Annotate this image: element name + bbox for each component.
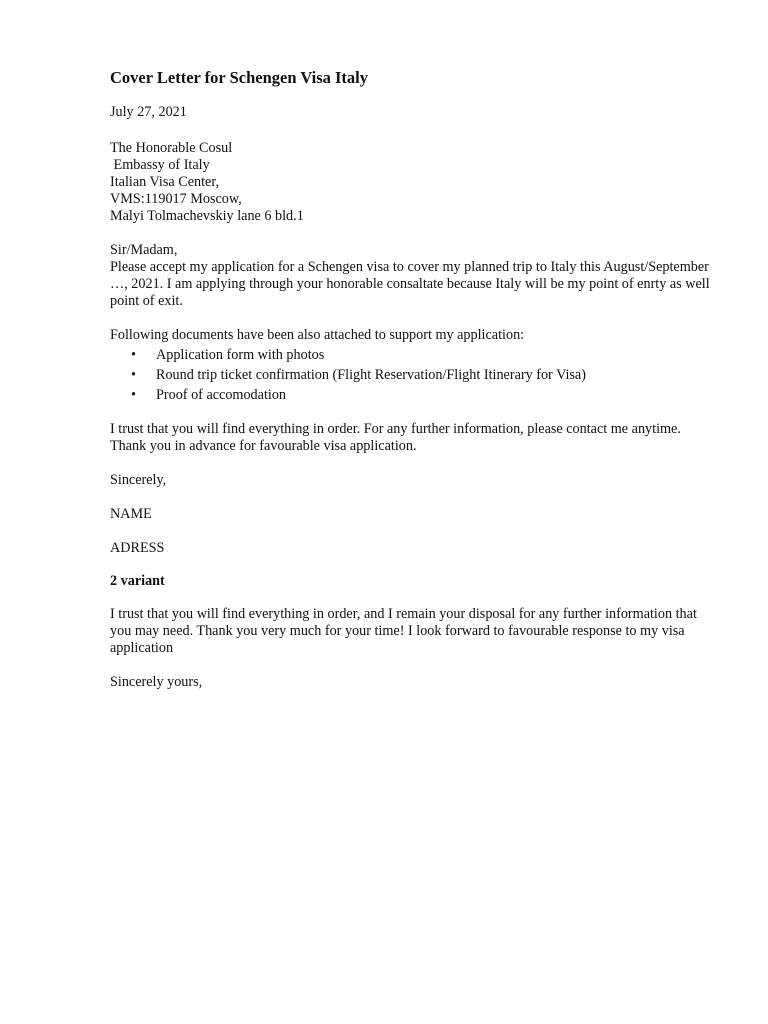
list-item — [110, 387, 720, 404]
letter-date: July 27, 2021 — [110, 104, 187, 120]
address-line: VMS:119017 Moscow, — [110, 191, 242, 207]
closing: Sincerely, — [110, 472, 167, 488]
bullet-icon: • — [131, 387, 136, 403]
address-line: The Honorable Cosul — [110, 140, 233, 156]
address-line: Malyi Tolmachevskiy lane 6 bld.1 — [110, 208, 304, 224]
trust-paragraph: I trust that you will find everything in order. For any further information, please contact me anytime. Thank you in advance for favourable visa application. — [110, 421, 681, 454]
intro-paragraph: Please accept my application for a Schengen visa to cover my planned trip to Italy this August/September …, 2021. I am applying through your honorable consaltate because Italy will be my point of enrty as well point of exit. — [110, 259, 710, 309]
signer-name: NAME — [110, 506, 152, 522]
list-item-text: Round trip ticket confirmation (Flight Reservation/Flight Itinerary for Visa) — [156, 367, 586, 383]
address-line: Embassy of Italy — [110, 157, 210, 173]
closing-variant: Sincerely yours, — [110, 674, 203, 690]
variant-heading: 2 variant — [110, 573, 165, 589]
list-item — [110, 347, 720, 364]
salutation: Sir/Madam, — [110, 242, 178, 258]
recipient-address — [110, 140, 720, 225]
documents-list — [110, 347, 720, 404]
bullet-icon: • — [131, 367, 136, 383]
letter-title: Cover Letter for Schengen Visa Italy — [110, 68, 369, 87]
list-item — [110, 367, 720, 384]
signer-address: ADRESS — [110, 540, 165, 556]
address-line: Italian Visa Center, — [110, 174, 220, 190]
list-item-text: Proof of accomodation — [156, 387, 287, 403]
bullet-icon: • — [131, 347, 136, 363]
list-item-text: Application form with photos — [156, 347, 325, 363]
documents-intro: Following documents have been also attached to support my application: — [110, 327, 525, 343]
variant-paragraph: I trust that you will find everything in order, and I remain your disposal for any further information that you may need. Thank you very much for your time! I look forward to favourable response to my visa application — [110, 606, 697, 656]
letter-body — [110, 68, 720, 691]
